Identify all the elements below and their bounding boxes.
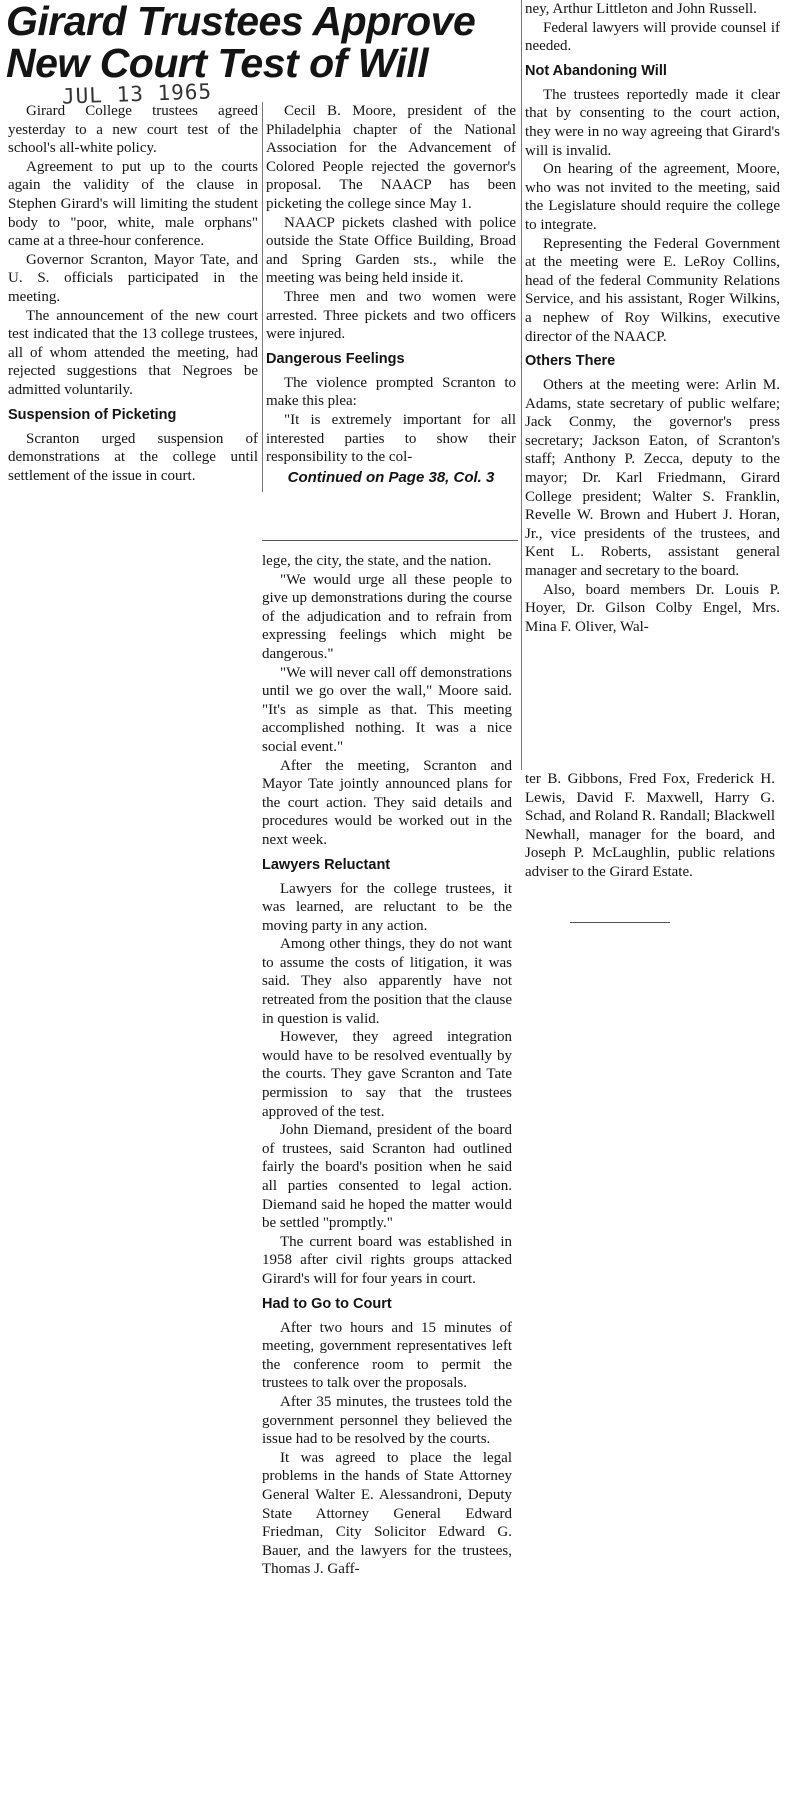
column-3	[525, 0, 780, 636]
date-stamp: JUL 13 1965	[61, 79, 213, 109]
paragraph: Agreement to put up to the courts again the validity of the clause in Stephen Girard's will limiting the student body to "poor, white, male orphans" came at a three-hour conference.	[8, 158, 258, 250]
paragraph: NAACP pickets clashed with police outside the State Office Building, Broad and Spring Garden sts., while the meeting was being held inside it.	[266, 214, 516, 287]
continuation-column	[262, 552, 512, 1579]
paragraph: Federal lawyers will provide counsel if needed.	[525, 19, 780, 55]
headline-line-1: Girard Trustees Approve	[6, 0, 476, 44]
column-3-continuation	[525, 770, 775, 882]
subhead-lawyers-reluctant: Lawyers Reluctant	[262, 856, 391, 873]
headline	[6, 0, 506, 84]
column-rule	[521, 0, 522, 770]
paragraph: ney, Arthur Littleton and John Russell.	[525, 1, 757, 17]
end-rule	[570, 922, 670, 923]
paragraph: John Diemand, president of the board of trustees, said Scranton had outlined fairly the board's position when he said all parties consented to legal action. Diemand said he hoped the matter would be settled "promptly."	[262, 1122, 512, 1232]
jump-line: Continued on Page 38, Col. 3	[287, 468, 495, 486]
paragraph: After 35 minutes, the trustees told the government personnel they believed the issue had to be resolved by the courts.	[262, 1393, 512, 1448]
paragraph: The violence prompted Scranton to make this plea:	[266, 374, 516, 410]
subhead-not-abandoning-will: Not Abandoning Will	[525, 62, 667, 79]
paragraph: The announcement of the new court test indicated that the 13 college trustees, all of whom attended the meeting, had rejected suggestions that Negroes be admitted voluntarily.	[8, 307, 258, 398]
paragraph: Girard College trustees agreed yesterday to a new court test of the school's all-white policy.	[8, 103, 258, 157]
paragraph: Cecil B. Moore, president of the Philadelphia chapter of the National Association for the Advancement of Colored People rejected the governor's proposal. The NAACP has been picketing the college since May 1.	[266, 103, 516, 212]
paragraph: It was agreed to place the legal problems in the hands of State Attorney General Walter E. Alessandroni, Deputy State Attorney General Edward Friedman, City Solicitor Edward G. Bauer, and the lawyers for the trustees, Thomas J. Gaff-	[262, 1449, 512, 1578]
paragraph: The current board was established in 1958 after civil rights groups attacked Girard's will for four years in court.	[262, 1233, 512, 1287]
column-1	[8, 102, 258, 485]
column-rule	[262, 102, 263, 492]
headline-line-2: New Court Test of Will	[6, 40, 429, 86]
paragraph: ter B. Gibbons, Fred Fox, Frederick H. Lewis, David F. Maxwell, Harry G. Schad, and Roland R. Randall; Blackwell Newhall, manager for the board, and Joseph P. McLaughlin, public relations adviser to the Girard Estate.	[525, 771, 775, 880]
paragraph: "We would urge all these people to give up demonstrations during the course of the adjudication and to refrain from expressing feelings which might be dangerous."	[262, 571, 512, 662]
paragraph: On hearing of the agreement, Moore, who was not invited to the meeting, said the Legislature should require the college to integrate.	[525, 161, 780, 233]
paragraph: "We will never call off demonstrations until we go over the wall," Moore said. "It's as simple as that. This meeting accomplished nothing. It was a nice social event."	[262, 664, 512, 755]
paragraph: Scranton urged suspension of demonstrations at the college until settlement of the issue in court.	[8, 430, 258, 484]
paragraph: After two hours and 15 minutes of meeting, government representatives left the conference room to permit the trustees to talk over the proposals.	[262, 1319, 512, 1392]
paragraph: Lawyers for the college trustees, it was learned, are reluctant to be the moving party in any action.	[262, 880, 512, 934]
paragraph: Others at the meeting were: Arlin M. Adams, state secretary of public welfare; Jack Conmy, the governor's press secretary; Jackson Eaton, of Scranton's staff; Anthony P. Zecca, deputy to the mayor; Dr. Karl Friedmann, Girard College president; Walter S. Franklin, Revelle W. Brown and Hubert J. Horan, Jr., vice presidents of the trustees, and Kent L. Roberts, assistant general manager and secretary to the board.	[525, 377, 780, 580]
paragraph: However, they agreed integration would have to be resolved eventually by the courts. They gave Scranton and Tate permission to say that the trustees approved of the test.	[262, 1029, 512, 1120]
paragraph: After the meeting, Scranton and Mayor Tate jointly announced plans for the court action. They said details and procedures would be worked out in the next week.	[262, 757, 512, 848]
paragraph: The trustees reportedly made it clear that by consenting to the court action, they were in no way agreeing that Girard's will is invalid.	[525, 86, 780, 159]
paragraph: Representing the Federal Government at the meeting were E. LeRoy Collins, head of the federal Community Relations Service, and his assistant, Roger Wilkins, a nephew of Roy Wilkins, executive director of the NAACP.	[525, 235, 780, 345]
paragraph: Governor Scranton, Mayor Tate, and U. S. officials participated in the meeting.	[8, 251, 258, 305]
paragraph: Among other things, they do not want to assume the costs of litigation, it was said. They also apparently have not retreated from the position that the clause in question is valid.	[262, 936, 512, 1027]
subhead-others-there: Others There	[525, 353, 616, 370]
paragraph: lege, the city, the state, and the nation.	[262, 553, 492, 569]
paragraph: Also, board members Dr. Louis P. Hoyer, Dr. Gilson Colby Engel, Mrs. Mina F. Oliver, Wal-	[525, 581, 780, 635]
column-2	[266, 102, 516, 487]
subhead-had-to-go-to-court: Had to Go to Court	[262, 1295, 392, 1312]
subhead-dangerous-feelings: Dangerous Feelings	[266, 350, 405, 367]
jump-rule	[262, 540, 518, 541]
paragraph: "It is extremely important for all interested parties to show their responsibility to the col-	[266, 411, 516, 466]
paragraph: Three men and two women were arrested. Three pickets and two officers were injured.	[266, 288, 516, 343]
subhead-suspension-of-picketing: Suspension of Picketing	[8, 406, 177, 423]
